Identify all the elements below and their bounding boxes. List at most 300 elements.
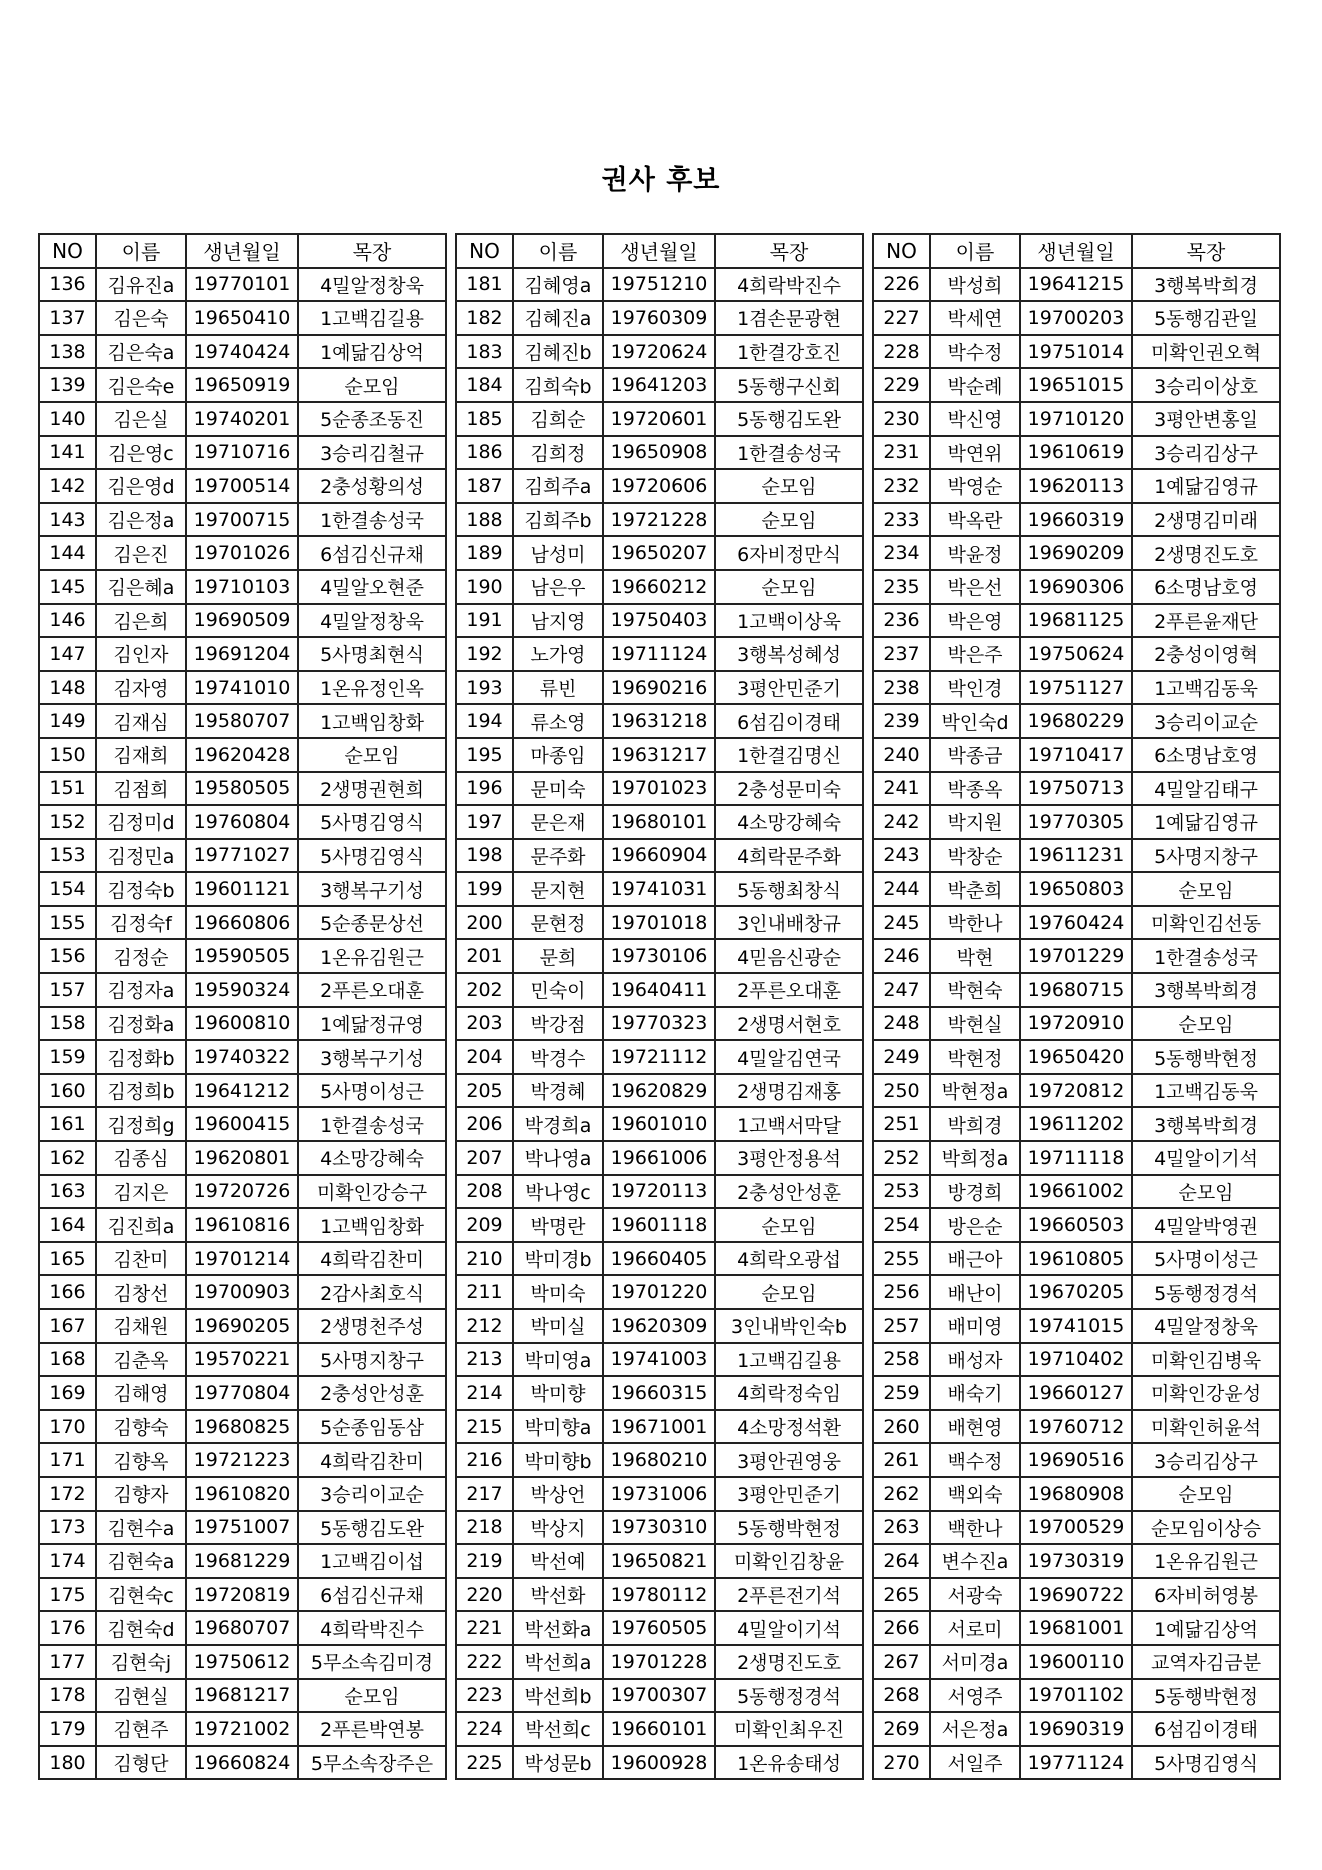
cell-birthdate: 19661006 xyxy=(603,1141,715,1175)
table-row xyxy=(456,1746,863,1780)
cell-group: 1온유송태성 xyxy=(715,1746,863,1780)
cell-birthdate: 19740322 xyxy=(186,1040,298,1074)
cell-birthdate: 19660212 xyxy=(603,570,715,604)
cell-no: 150 xyxy=(39,738,96,772)
table-row xyxy=(873,1477,1280,1511)
table-row xyxy=(39,1544,446,1578)
table-row xyxy=(456,1309,863,1343)
cell-name: 박상지 xyxy=(513,1511,603,1545)
cell-group: 5사명김영식 xyxy=(298,839,446,873)
header-cell-group: 목장 xyxy=(1132,234,1280,268)
cell-name: 박미향 xyxy=(513,1376,603,1410)
table-row xyxy=(873,301,1280,335)
cell-no: 187 xyxy=(456,469,513,503)
cell-no: 225 xyxy=(456,1746,513,1780)
cell-group: 3행복박희경 xyxy=(1132,268,1280,302)
roster-table xyxy=(872,233,1281,1780)
cell-birthdate: 19641203 xyxy=(603,368,715,402)
cell-group: 순모임 xyxy=(715,469,863,503)
cell-name: 박은선 xyxy=(930,570,1020,604)
cell-no: 200 xyxy=(456,906,513,940)
cell-name: 박나영c xyxy=(513,1175,603,1209)
table-row xyxy=(873,1242,1280,1276)
cell-name: 박순례 xyxy=(930,368,1020,402)
header-name: 이름 xyxy=(96,234,186,268)
cell-group: 5동행김도완 xyxy=(715,402,863,436)
cell-birthdate: 19660405 xyxy=(603,1242,715,1276)
cell-no: 213 xyxy=(456,1343,513,1377)
cell-name: 김점희 xyxy=(96,772,186,806)
table-row xyxy=(456,1443,863,1477)
table-row xyxy=(39,1645,446,1679)
table-row xyxy=(456,805,863,839)
cell-no: 267 xyxy=(873,1645,930,1679)
cell-birthdate: 19700203 xyxy=(1020,301,1132,335)
table-row xyxy=(873,469,1280,503)
cell-no: 184 xyxy=(456,368,513,402)
cell-no: 161 xyxy=(39,1107,96,1141)
table-row xyxy=(873,1611,1280,1645)
cell-birthdate: 19641212 xyxy=(186,1074,298,1108)
cell-group: 1고백서막달 xyxy=(715,1107,863,1141)
cell-name: 김유진a xyxy=(96,268,186,302)
cell-group: 4밀알이기석 xyxy=(1132,1141,1280,1175)
cell-birthdate: 19600810 xyxy=(186,1007,298,1041)
table-row xyxy=(39,1611,446,1645)
cell-birthdate: 19650420 xyxy=(1020,1040,1132,1074)
cell-group: 2충성안성훈 xyxy=(715,1175,863,1209)
table-row xyxy=(456,268,863,302)
cell-no: 162 xyxy=(39,1141,96,1175)
cell-group: 1예닮김영규 xyxy=(1132,469,1280,503)
cell-no: 144 xyxy=(39,536,96,570)
cell-no: 163 xyxy=(39,1175,96,1209)
table-row xyxy=(39,1679,446,1713)
table-row xyxy=(39,1107,446,1141)
table-row xyxy=(873,1511,1280,1545)
cell-name: 박옥란 xyxy=(930,503,1020,537)
cell-birthdate: 19610816 xyxy=(186,1208,298,1242)
cell-group: 5동행박현정 xyxy=(1132,1040,1280,1074)
cell-name: 김은실 xyxy=(96,402,186,436)
table-row xyxy=(39,1746,446,1780)
cell-no: 261 xyxy=(873,1443,930,1477)
cell-birthdate: 19750624 xyxy=(1020,637,1132,671)
cell-group: 3평안민준기 xyxy=(715,1477,863,1511)
cell-birthdate: 19651015 xyxy=(1020,368,1132,402)
cell-name: 박은주 xyxy=(930,637,1020,671)
cell-group: 4소망정석환 xyxy=(715,1410,863,1444)
cell-no: 216 xyxy=(456,1443,513,1477)
cell-birthdate: 19751007 xyxy=(186,1511,298,1545)
cell-birthdate: 19711124 xyxy=(603,637,715,671)
cell-group: 순모임 xyxy=(1132,1477,1280,1511)
cell-no: 136 xyxy=(39,268,96,302)
cell-no: 194 xyxy=(456,704,513,738)
cell-no: 230 xyxy=(873,402,930,436)
cell-group: 5무소속장주은 xyxy=(298,1746,446,1780)
cell-birthdate: 19640411 xyxy=(603,973,715,1007)
cell-group: 2푸른윤재단 xyxy=(1132,604,1280,638)
cell-group: 5동행정경석 xyxy=(1132,1275,1280,1309)
table-row xyxy=(456,1376,863,1410)
cell-no: 201 xyxy=(456,939,513,973)
cell-birthdate: 19730310 xyxy=(603,1511,715,1545)
table-row xyxy=(873,368,1280,402)
cell-name: 김은희 xyxy=(96,604,186,638)
cell-group: 4밀알박영권 xyxy=(1132,1208,1280,1242)
cell-no: 191 xyxy=(456,604,513,638)
cell-name: 배숙기 xyxy=(930,1376,1020,1410)
cell-group: 3승리김상구 xyxy=(1132,1443,1280,1477)
cell-birthdate: 19760712 xyxy=(1020,1410,1132,1444)
cell-no: 190 xyxy=(456,570,513,604)
cell-name: 서영주 xyxy=(930,1679,1020,1713)
cell-name: 박경수 xyxy=(513,1040,603,1074)
cell-group: 1고백임창화 xyxy=(298,704,446,738)
cell-name: 김형단 xyxy=(96,1746,186,1780)
cell-no: 157 xyxy=(39,973,96,1007)
cell-birthdate: 19681125 xyxy=(1020,604,1132,638)
cell-no: 244 xyxy=(873,872,930,906)
cell-group: 교역자김금분 xyxy=(1132,1645,1280,1679)
cell-birthdate: 19601010 xyxy=(603,1107,715,1141)
cell-group: 4밀알이기석 xyxy=(715,1611,863,1645)
cell-no: 197 xyxy=(456,805,513,839)
cell-birthdate: 19611202 xyxy=(1020,1107,1132,1141)
table-row xyxy=(873,772,1280,806)
table-row xyxy=(456,872,863,906)
cell-birthdate: 19720624 xyxy=(603,335,715,369)
cell-group: 1한결김명신 xyxy=(715,738,863,772)
cell-no: 206 xyxy=(456,1107,513,1141)
cell-name: 김정숙f xyxy=(96,906,186,940)
cell-group: 4희락박진수 xyxy=(298,1611,446,1645)
cell-no: 238 xyxy=(873,671,930,705)
cell-group: 4희락김찬미 xyxy=(298,1242,446,1276)
table-row xyxy=(873,637,1280,671)
cell-name: 박현실 xyxy=(930,1007,1020,1041)
cell-birthdate: 19701228 xyxy=(603,1645,715,1679)
cell-group: 1예닮김상억 xyxy=(1132,1611,1280,1645)
table-row xyxy=(873,570,1280,604)
table-row xyxy=(873,1679,1280,1713)
cell-birthdate: 19600928 xyxy=(603,1746,715,1780)
cell-birthdate: 19720726 xyxy=(186,1175,298,1209)
table-row xyxy=(873,872,1280,906)
cell-no: 149 xyxy=(39,704,96,738)
cell-name: 문희 xyxy=(513,939,603,973)
table-row xyxy=(456,1410,863,1444)
cell-group: 1겸손문광현 xyxy=(715,301,863,335)
cell-birthdate: 19680210 xyxy=(603,1443,715,1477)
cell-birthdate: 19750612 xyxy=(186,1645,298,1679)
cell-name: 김현수a xyxy=(96,1511,186,1545)
cell-no: 167 xyxy=(39,1309,96,1343)
cell-no: 226 xyxy=(873,268,930,302)
table-row xyxy=(39,939,446,973)
cell-name: 김현주 xyxy=(96,1712,186,1746)
table-row xyxy=(39,1275,446,1309)
cell-name: 김정화a xyxy=(96,1007,186,1041)
cell-birthdate: 19701026 xyxy=(186,536,298,570)
cell-no: 164 xyxy=(39,1208,96,1242)
cell-name: 김정숙b xyxy=(96,872,186,906)
cell-name: 박미향a xyxy=(513,1410,603,1444)
cell-name: 김정희b xyxy=(96,1074,186,1108)
cell-no: 180 xyxy=(39,1746,96,1780)
table-row xyxy=(456,570,863,604)
cell-birthdate: 19760309 xyxy=(603,301,715,335)
cell-birthdate: 19680715 xyxy=(1020,973,1132,1007)
cell-birthdate: 19681001 xyxy=(1020,1611,1132,1645)
cell-group: 2충성문미숙 xyxy=(715,772,863,806)
cell-no: 145 xyxy=(39,570,96,604)
cell-no: 239 xyxy=(873,704,930,738)
cell-group: 3행복박희경 xyxy=(1132,1107,1280,1141)
cell-name: 김은숙a xyxy=(96,335,186,369)
cell-birthdate: 19660101 xyxy=(603,1712,715,1746)
cell-birthdate: 19641215 xyxy=(1020,268,1132,302)
cell-birthdate: 19770101 xyxy=(186,268,298,302)
cell-name: 김정희g xyxy=(96,1107,186,1141)
cell-group: 5사명이성근 xyxy=(298,1074,446,1108)
cell-name: 서일주 xyxy=(930,1746,1020,1780)
cell-no: 234 xyxy=(873,536,930,570)
cell-birthdate: 19690216 xyxy=(603,671,715,705)
cell-group: 1고백이상욱 xyxy=(715,604,863,638)
table-row xyxy=(39,1443,446,1477)
cell-group: 5사명김영식 xyxy=(1132,1746,1280,1780)
cell-no: 181 xyxy=(456,268,513,302)
cell-birthdate: 19590505 xyxy=(186,939,298,973)
cell-group: 1온유김원근 xyxy=(298,939,446,973)
cell-name: 박인숙d xyxy=(930,704,1020,738)
cell-group: 5무소속김미경 xyxy=(298,1645,446,1679)
cell-birthdate: 19751210 xyxy=(603,268,715,302)
cell-group: 4밀알정창욱 xyxy=(298,604,446,638)
cell-name: 박현정 xyxy=(930,1040,1020,1074)
cell-group: 미확인최우진 xyxy=(715,1712,863,1746)
cell-no: 203 xyxy=(456,1007,513,1041)
cell-no: 207 xyxy=(456,1141,513,1175)
cell-group: 3승리이상호 xyxy=(1132,368,1280,402)
cell-no: 179 xyxy=(39,1712,96,1746)
cell-name: 김정화b xyxy=(96,1040,186,1074)
cell-no: 255 xyxy=(873,1242,930,1276)
cell-no: 142 xyxy=(39,469,96,503)
cell-no: 237 xyxy=(873,637,930,671)
cell-no: 165 xyxy=(39,1242,96,1276)
cell-name: 박강점 xyxy=(513,1007,603,1041)
cell-name: 김인자 xyxy=(96,637,186,671)
cell-no: 265 xyxy=(873,1578,930,1612)
table-row xyxy=(39,1511,446,1545)
cell-name: 김현숙a xyxy=(96,1544,186,1578)
cell-no: 182 xyxy=(456,301,513,335)
cell-birthdate: 19730319 xyxy=(1020,1544,1132,1578)
cell-group: 3평안변홍일 xyxy=(1132,402,1280,436)
table-row xyxy=(39,1343,446,1377)
table-row xyxy=(39,1040,446,1074)
roster-table xyxy=(38,233,447,1780)
cell-group: 4희락오광섭 xyxy=(715,1242,863,1276)
cell-name: 박미영a xyxy=(513,1343,603,1377)
cell-birthdate: 19741010 xyxy=(186,671,298,705)
cell-no: 178 xyxy=(39,1679,96,1713)
cell-group: 6소명남호영 xyxy=(1132,570,1280,604)
cell-name: 배난이 xyxy=(930,1275,1020,1309)
cell-group: 1온유김원근 xyxy=(1132,1544,1280,1578)
cell-name: 문현정 xyxy=(513,906,603,940)
cell-name: 박미실 xyxy=(513,1309,603,1343)
table-row xyxy=(456,536,863,570)
cell-name: 남은우 xyxy=(513,570,603,604)
cell-no: 245 xyxy=(873,906,930,940)
cell-name: 박연위 xyxy=(930,436,1020,470)
cell-birthdate: 19690319 xyxy=(1020,1712,1132,1746)
cell-group: 순모임 xyxy=(715,503,863,537)
cell-group: 미확인김병욱 xyxy=(1132,1343,1280,1377)
cell-group: 미확인강윤성 xyxy=(1132,1376,1280,1410)
table-row xyxy=(39,973,446,1007)
table-row xyxy=(39,872,446,906)
cell-group: 3행복구기성 xyxy=(298,1040,446,1074)
cell-birthdate: 19721223 xyxy=(186,1443,298,1477)
cell-group: 1한결송성국 xyxy=(298,503,446,537)
cell-group: 5동행김관일 xyxy=(1132,301,1280,335)
cell-no: 268 xyxy=(873,1679,930,1713)
table-row xyxy=(456,1511,863,1545)
cell-name: 김현숙d xyxy=(96,1611,186,1645)
cell-birthdate: 19650821 xyxy=(603,1544,715,1578)
cell-name: 김향옥 xyxy=(96,1443,186,1477)
cell-group: 3인내배창규 xyxy=(715,906,863,940)
cell-group: 4희락박진수 xyxy=(715,268,863,302)
table-row xyxy=(456,906,863,940)
cell-no: 172 xyxy=(39,1477,96,1511)
cell-no: 249 xyxy=(873,1040,930,1074)
cell-group: 6자비허영봉 xyxy=(1132,1578,1280,1612)
cell-birthdate: 19661002 xyxy=(1020,1175,1132,1209)
cell-name: 김혜진b xyxy=(513,335,603,369)
cell-group: 4밀알오현준 xyxy=(298,570,446,604)
table-row xyxy=(456,503,863,537)
table-row xyxy=(873,1007,1280,1041)
cell-no: 240 xyxy=(873,738,930,772)
cell-no: 196 xyxy=(456,772,513,806)
cell-birthdate: 19751014 xyxy=(1020,335,1132,369)
cell-birthdate: 19580505 xyxy=(186,772,298,806)
table-row xyxy=(39,772,446,806)
cell-no: 232 xyxy=(873,469,930,503)
cell-group: 4밀알김태구 xyxy=(1132,772,1280,806)
cell-no: 148 xyxy=(39,671,96,705)
cell-name: 김희숙b xyxy=(513,368,603,402)
cell-birthdate: 19620113 xyxy=(1020,469,1132,503)
cell-group: 2생명김미래 xyxy=(1132,503,1280,537)
cell-no: 159 xyxy=(39,1040,96,1074)
cell-name: 박현숙 xyxy=(930,973,1020,1007)
cell-no: 171 xyxy=(39,1443,96,1477)
table-row xyxy=(456,469,863,503)
cell-birthdate: 19760424 xyxy=(1020,906,1132,940)
cell-birthdate: 19771027 xyxy=(186,839,298,873)
table-row xyxy=(873,402,1280,436)
cell-no: 143 xyxy=(39,503,96,537)
cell-no: 188 xyxy=(456,503,513,537)
table-row xyxy=(39,1376,446,1410)
table-row xyxy=(39,1477,446,1511)
table-row xyxy=(39,570,446,604)
cell-name: 방경희 xyxy=(930,1175,1020,1209)
table-row xyxy=(873,1443,1280,1477)
header-name: 이름 xyxy=(930,234,1020,268)
cell-group: 5순종임동삼 xyxy=(298,1410,446,1444)
cell-group: 순모임 xyxy=(298,1679,446,1713)
cell-name: 박성문b xyxy=(513,1746,603,1780)
cell-group: 4밀알정창욱 xyxy=(1132,1309,1280,1343)
table-row xyxy=(456,704,863,738)
cell-birthdate: 19701018 xyxy=(603,906,715,940)
cell-group: 6섬김신규채 xyxy=(298,536,446,570)
cell-birthdate: 19720601 xyxy=(603,402,715,436)
cell-birthdate: 19700529 xyxy=(1020,1511,1132,1545)
table-row xyxy=(39,1141,446,1175)
table-row xyxy=(456,1611,863,1645)
cell-group: 2생명김재홍 xyxy=(715,1074,863,1108)
cell-name: 김정순 xyxy=(96,939,186,973)
header-cell-group: 목장 xyxy=(715,234,863,268)
cell-name: 배근아 xyxy=(930,1242,1020,1276)
cell-name: 김은영d xyxy=(96,469,186,503)
cell-no: 183 xyxy=(456,335,513,369)
header-no: NO xyxy=(39,234,96,268)
cell-name: 서광숙 xyxy=(930,1578,1020,1612)
cell-name: 문미숙 xyxy=(513,772,603,806)
cell-no: 254 xyxy=(873,1208,930,1242)
cell-no: 170 xyxy=(39,1410,96,1444)
cell-no: 195 xyxy=(456,738,513,772)
cell-birthdate: 19650803 xyxy=(1020,872,1132,906)
cell-group: 순모임 xyxy=(1132,1175,1280,1209)
cell-no: 259 xyxy=(873,1376,930,1410)
cell-no: 220 xyxy=(456,1578,513,1612)
cell-birthdate: 19720113 xyxy=(603,1175,715,1209)
cell-name: 박종옥 xyxy=(930,772,1020,806)
cell-group: 1고백김동욱 xyxy=(1132,671,1280,705)
cell-name: 박영순 xyxy=(930,469,1020,503)
table-row xyxy=(39,604,446,638)
cell-name: 김은혜a xyxy=(96,570,186,604)
cell-no: 156 xyxy=(39,939,96,973)
cell-no: 221 xyxy=(456,1611,513,1645)
cell-birthdate: 19680908 xyxy=(1020,1477,1132,1511)
cell-birthdate: 19631218 xyxy=(603,704,715,738)
table-row xyxy=(456,1175,863,1209)
cell-birthdate: 19660315 xyxy=(603,1376,715,1410)
cell-group: 5동행최창식 xyxy=(715,872,863,906)
table-row xyxy=(456,1544,863,1578)
cell-group: 4소망강혜숙 xyxy=(715,805,863,839)
cell-birthdate: 19771124 xyxy=(1020,1746,1132,1780)
table-row xyxy=(39,704,446,738)
header-no: NO xyxy=(456,234,513,268)
cell-no: 217 xyxy=(456,1477,513,1511)
cell-birthdate: 19650410 xyxy=(186,301,298,335)
table-row xyxy=(39,839,446,873)
table-row xyxy=(456,738,863,772)
